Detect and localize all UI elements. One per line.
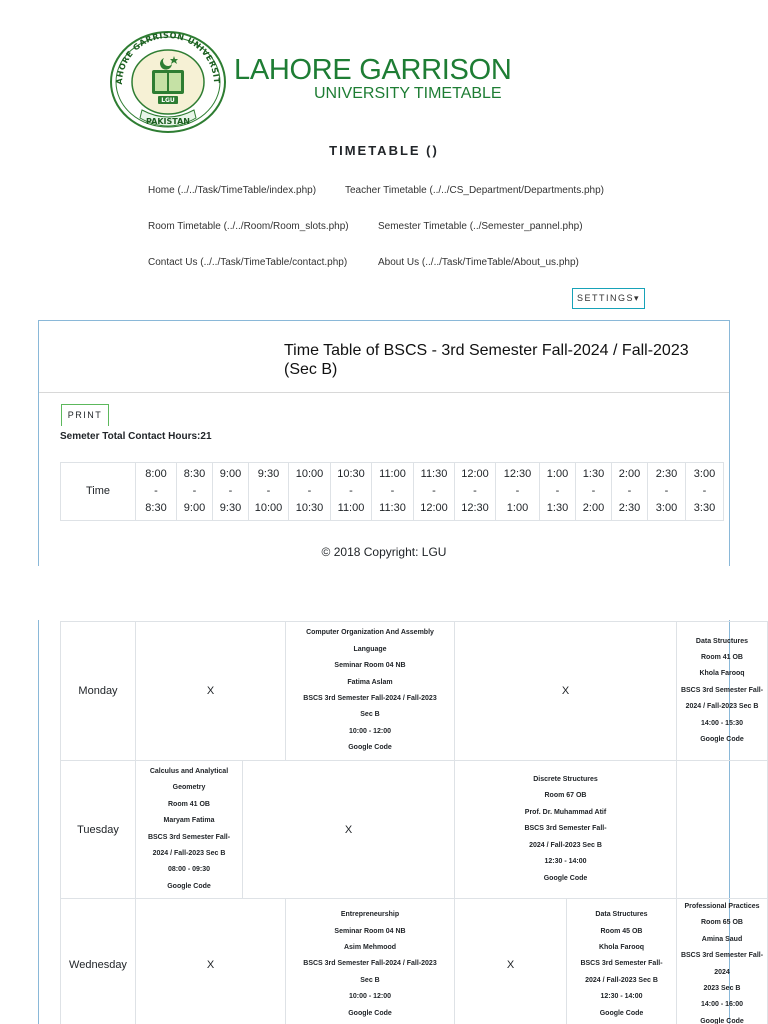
class-detail: Data Structures (695, 637, 749, 645)
class-detail: BSCS 3rd Semester Fall- (524, 825, 607, 833)
class-detail: 10:00 - 12:00 (348, 727, 392, 735)
timetable-row (61, 622, 768, 761)
time-slot-line: 8:30 (145, 502, 167, 514)
time-slot-line: 9:00 (183, 502, 206, 514)
class-detail: 2024 / Fall-2023 Sec B (529, 841, 602, 849)
time-slot-line: 12:30 (461, 502, 489, 514)
blank-slot (677, 761, 768, 899)
time-slot-line: - (307, 485, 312, 497)
time-slot (612, 463, 648, 521)
class-detail: 2024 / Fall-2023 Sec B (152, 849, 226, 857)
time-slot-line: - (627, 485, 632, 497)
time-slot-line: - (515, 485, 520, 497)
class-detail: 08:00 - 09:30 (167, 866, 211, 874)
time-slot-line: - (154, 485, 158, 497)
time-slot-line: 9:30 (219, 502, 242, 514)
time-slot (372, 463, 414, 521)
class-slot (677, 622, 768, 761)
class-detail: Data Structures (595, 911, 648, 919)
class-detail: Maryam Fatima (163, 817, 215, 825)
contact-hours-value: 21 (200, 431, 212, 442)
time-slot (576, 463, 612, 521)
class-detail: BSCS 3rd Semester Fall-2024 / Fall-2023 (303, 695, 437, 702)
time-slot-line: 10:30 (295, 502, 324, 514)
time-slot-line: 1:30 (546, 502, 569, 514)
class-detail: BSCS 3rd Semester Fall- (147, 833, 231, 841)
class-detail: BSCS 3rd Semester Fall- (580, 960, 663, 968)
time-slot-line: - (473, 485, 477, 497)
class-slot (286, 899, 455, 1024)
class-slot (677, 899, 768, 1024)
time-slot (289, 463, 331, 521)
time-slot (455, 463, 496, 521)
brand-title: LAHORE GARRISON (234, 54, 512, 86)
class-detail: 2024 / Fall-2023 Sec B (685, 703, 759, 711)
class-slot (136, 761, 243, 899)
empty-slot: X (136, 899, 286, 1024)
class-detail: Room 41 OB (167, 800, 210, 808)
class-detail: Amina Saud (701, 935, 743, 943)
time-slot-line: 3:00 (693, 468, 716, 480)
settings-label: SETTINGS (576, 293, 634, 303)
contact-hours (60, 431, 212, 442)
timetable-row (61, 899, 768, 1024)
time-slot-line: - (591, 485, 596, 497)
class-detail: Prof. Dr. Muhammad Atif (524, 808, 607, 816)
time-slot-line: 12:30 (503, 468, 532, 480)
settings-dropdown-button[interactable] (572, 288, 645, 309)
time-slot-line: 11:00 (379, 468, 406, 480)
class-detail: Seminar Room 04 NB (334, 662, 406, 670)
class-detail: Room 67 OB (544, 792, 587, 800)
class-detail: Language (353, 645, 387, 653)
class-detail: 2023 Sec B (703, 985, 741, 993)
time-slot (686, 463, 724, 521)
time-slot-line: - (555, 485, 560, 497)
time-slot-line: 12:00 (420, 502, 448, 514)
page-title: TIMETABLE () (329, 143, 439, 158)
time-slot-line: 11:00 (337, 502, 365, 514)
day-label: Tuesday (61, 761, 136, 899)
time-slot-line: - (702, 485, 707, 497)
svg-text:PAKISTAN: PAKISTAN (146, 117, 190, 126)
time-slot-line: 12:00 (461, 468, 489, 480)
day-label: Wednesday (61, 899, 136, 1024)
class-detail: Room 45 OB (600, 927, 643, 935)
time-slot-line: 9:00 (219, 468, 242, 480)
time-slot-line: 10:30 (337, 468, 365, 480)
class-detail: 2024 / Fall-2023 Sec B (585, 976, 658, 984)
class-detail: Geometry (172, 784, 206, 792)
class-detail: 10:00 - 12:00 (348, 993, 392, 1001)
card-header (39, 321, 729, 393)
time-slot-line: 3:30 (693, 502, 716, 514)
weekly-timetable (60, 621, 768, 1024)
time-slot-line: 11:30 (379, 502, 406, 514)
nav-link-room-timetable[interactable]: Room Timetable (../../Room/Room_slots.php) (148, 221, 349, 232)
print-button[interactable]: PRINT (61, 404, 109, 426)
time-slot-line: 3:00 (655, 502, 678, 514)
class-code-link[interactable]: Google Code (700, 736, 744, 744)
class-detail: Entrepreneurship (340, 911, 400, 919)
university-logo (108, 30, 228, 134)
time-slots-table (60, 462, 724, 521)
time-slot-line: - (192, 485, 197, 497)
time-slot (213, 463, 249, 521)
empty-slot: X (455, 622, 677, 761)
class-code-link[interactable]: Google Code (599, 1009, 644, 1017)
nav-link-home[interactable]: Home (../../Task/TimeTable/index.php) (148, 185, 317, 196)
class-code-link[interactable]: Google Code (348, 1009, 392, 1017)
time-slot-line: 10:00 (254, 502, 283, 514)
class-code-link[interactable]: Google Code (348, 744, 392, 752)
class-detail: 12:30 - 14:00 (544, 858, 587, 866)
day-label: Monday (61, 622, 136, 761)
time-slot-line: 8:00 (145, 468, 167, 480)
time-slot-line: - (266, 485, 271, 497)
class-detail: Asim Mehmood (343, 944, 397, 952)
timetable-card (38, 320, 730, 566)
class-detail: BSCS 3rd Semester Fall-2024 / Fall-2023 (303, 960, 437, 968)
class-detail: Khola Farooq (699, 670, 745, 678)
class-slot (286, 622, 455, 761)
time-slot-line: 10:00 (295, 468, 324, 480)
time-slot-line: - (664, 485, 669, 497)
brand-subtitle: UNIVERSITY TIMETABLE (314, 85, 502, 102)
time-slot (136, 463, 177, 521)
class-detail: Discrete Structures (533, 776, 598, 784)
class-slot (455, 761, 677, 899)
time-slot (177, 463, 213, 521)
class-detail: Sec B (360, 711, 380, 719)
time-slot-line: 2:00 (582, 502, 605, 514)
time-slot (414, 463, 455, 521)
time-slot-line: - (349, 485, 353, 497)
class-detail: BSCS 3rd Semester Fall- (680, 686, 764, 694)
time-slot-line: 2:00 (618, 468, 641, 480)
caret-down-icon: ▾ (633, 293, 641, 303)
timetable-title: Time Table of BSCS - 3rd Semester Fall-2024 / Fall-2023 (Sec B) (284, 342, 689, 378)
class-code-link[interactable]: Google Code (543, 874, 588, 882)
empty-slot: X (455, 899, 567, 1024)
nav-link-about-us[interactable]: About Us (../../Task/TimeTable/About_us.php) (378, 257, 579, 268)
time-slot-line: 1:00 (506, 502, 529, 514)
nav-link-contact-us[interactable]: Contact Us (../../Task/TimeTable/contact.php) (148, 257, 348, 268)
time-slot (331, 463, 372, 521)
class-slot (567, 899, 677, 1024)
time-slot-line: 2:30 (618, 502, 641, 514)
class-detail: Fatima Aslam (347, 678, 393, 686)
time-slot-line: 11:30 (420, 468, 448, 480)
class-detail: 12:30 - 14:00 (600, 993, 643, 1001)
time-slot-line: 1:30 (582, 468, 605, 480)
timetable-row (61, 761, 768, 899)
nav-link-teacher-timetable[interactable]: Teacher Timetable (../../CS_Department/Departments.php) (345, 185, 605, 196)
class-detail: Room 65 OB (700, 919, 743, 927)
empty-slot: X (136, 622, 286, 761)
time-slot-line: 2:30 (655, 468, 678, 480)
class-detail: Room 41 OB (700, 653, 743, 661)
class-detail: 14:00 - 15:30 (700, 719, 744, 727)
class-code-link[interactable]: Google Code (700, 1017, 744, 1024)
time-slot (540, 463, 576, 521)
contact-hours-label: Semeter Total Contact Hours: (60, 431, 201, 442)
card-border-left (38, 620, 39, 1024)
svg-text:LGU: LGU (161, 97, 175, 104)
time-slot-line: - (390, 485, 395, 497)
svg-text:LAHORE GARRISON UNIVERSITY: AHORE GARRISON UNIVERSIT (114, 30, 222, 85)
class-detail: 14:00 - 16:00 (700, 1001, 744, 1009)
class-detail: Sec B (360, 976, 380, 984)
time-slot-line: 8:30 (183, 468, 206, 480)
time-slot (249, 463, 289, 521)
time-slot-line: - (228, 485, 233, 497)
copyright: © 2018 Copyright: LGU (321, 545, 447, 559)
class-code-link[interactable]: Google Code (167, 882, 211, 890)
time-slot-line: - (432, 485, 436, 497)
time-label: Time (61, 463, 136, 521)
empty-slot: X (243, 761, 455, 899)
time-slot (496, 463, 540, 521)
time-slot (648, 463, 686, 521)
class-detail: Professional Practices (684, 903, 760, 910)
class-detail: Khola Farooq (598, 944, 645, 952)
class-detail: Seminar Room 04 NB (334, 927, 406, 935)
class-detail: BSCS 3rd Semester Fall-2024 (680, 952, 764, 976)
time-slot-line: 1:00 (546, 468, 569, 480)
class-detail: Computer Organization And Assembly (306, 629, 434, 637)
nav-link-semester-timetable[interactable]: Semester Timetable (../Semester_pannel.php) (378, 221, 583, 232)
time-slot-line: 9:30 (257, 468, 280, 480)
class-detail: Calculus and Analytical (149, 767, 229, 775)
